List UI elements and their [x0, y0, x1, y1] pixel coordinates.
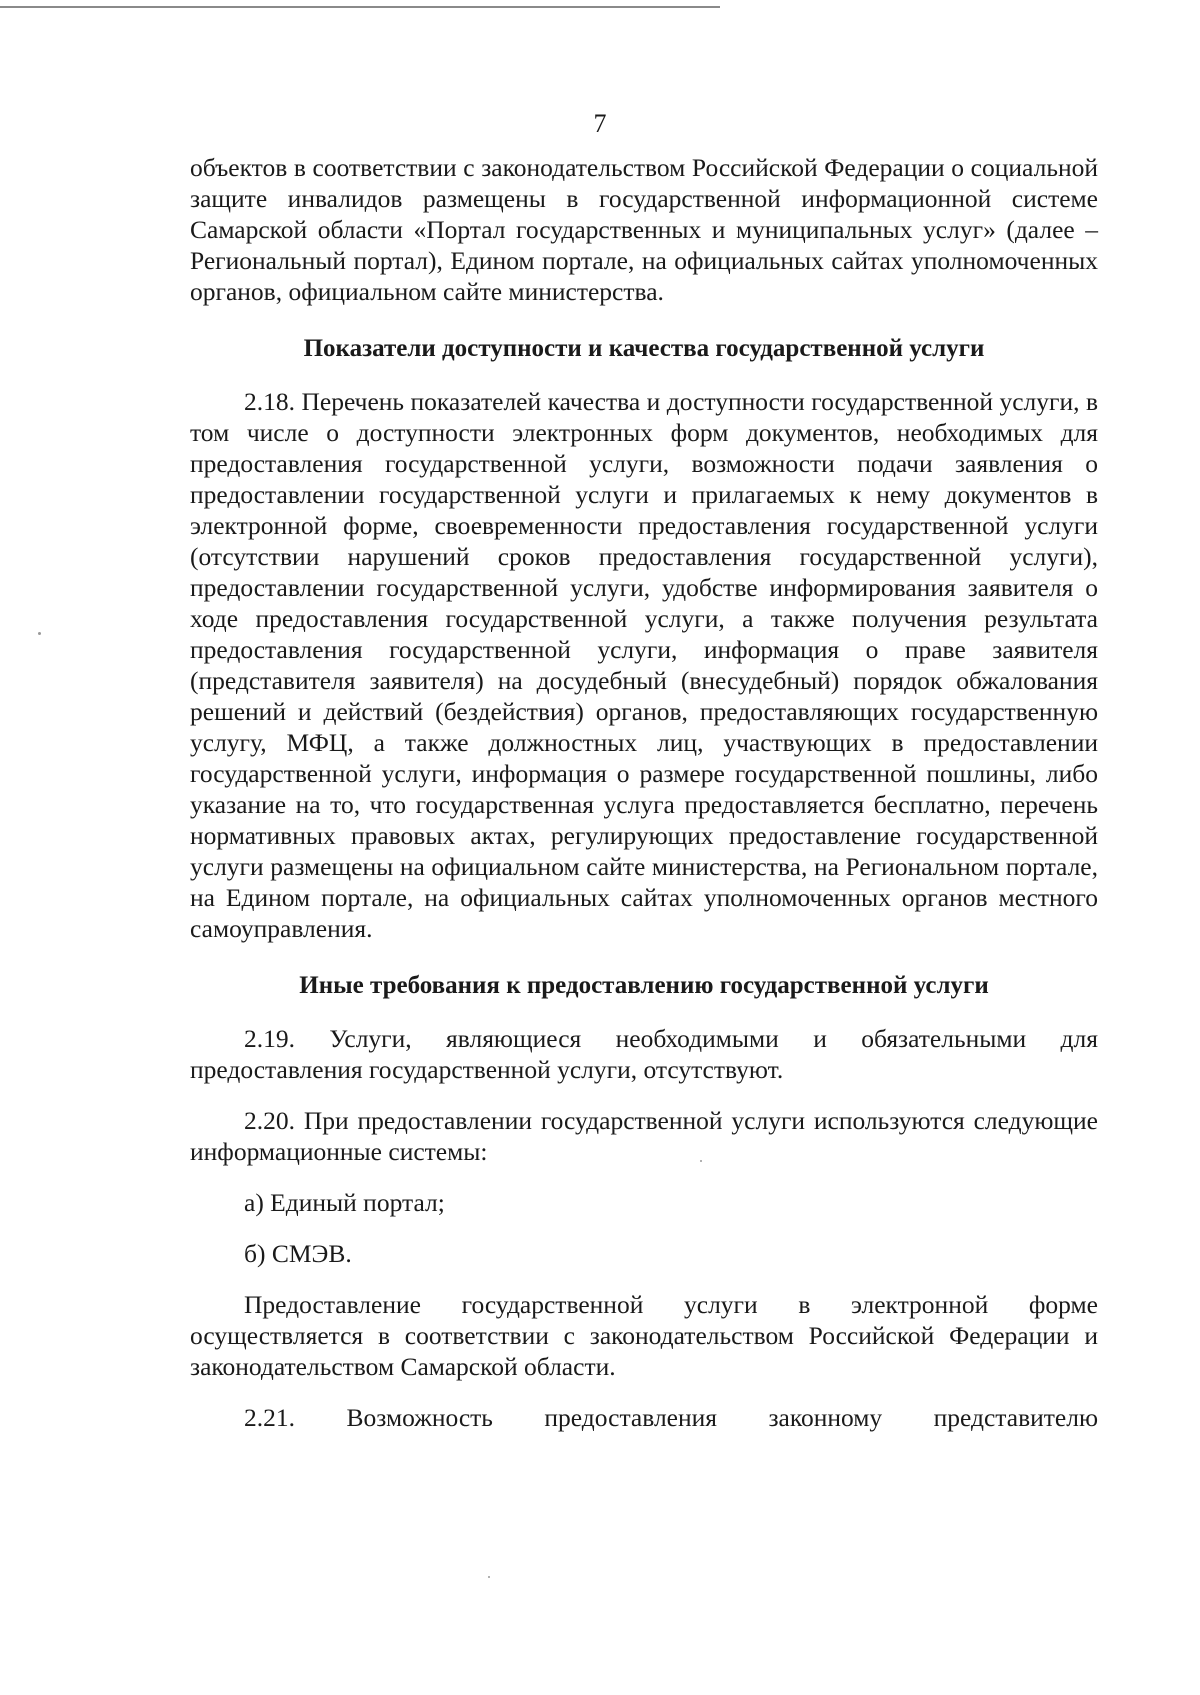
- list-item-a: а) Единый портал;: [244, 1188, 445, 1217]
- scan-speck: [488, 1576, 490, 1578]
- section-heading-availability-quality: Показатели доступности и качества государственной услуги: [303, 335, 985, 362]
- list-item-b: б) СМЭВ.: [244, 1239, 352, 1268]
- section-heading-other-requirements: Иные требования к предоставлению государственной услуги: [299, 972, 989, 999]
- paragraph-2-20: 2.20. При предоставлении государственной услуги используются следующие информационные системы:: [190, 1106, 1098, 1166]
- document-body: [190, 152, 1098, 1433]
- intro-paragraph: объектов в соответствии с законодательством Российской Федерации о социальной защите инвалидов размещены в государственной информационной системе Самарской области «Портал государственных и муниципальных услуг» (далее – Региональный портал), Едином портале, на официальных сайтах уполномоченных органов, официальном сайте министерства.: [190, 153, 1098, 306]
- paragraph-electronic-form: Предоставление государственной услуги в электронной форме осуществляется в соответствии с законодательством Российской Федерации и законодательством Самарской области.: [190, 1290, 1098, 1381]
- scan-speck: [38, 632, 41, 635]
- scan-top-edge-line: [0, 6, 720, 8]
- page-number: 7: [593, 109, 607, 138]
- paragraph-2-18: 2.18. Перечень показателей качества и доступности государственной услуги, в том числе о доступности электронных форм документов, необходимых для предоставления государственной услуги, возможности подачи заявления о предоставлении государственной услуги и прилагаемых к нему документов в электронной форме, своевременности предоставления государственной услуги (отсутствии нарушений сроков предоставления государственной услуги), предоставлении государственной услуги, удобстве информирования заявителя о ходе предоставления государственной услуги, а также получения результата предоставления государственной услуги, информация о праве заявителя (представителя заявителя) на досудебный (внесудебный) порядок обжалования решений и действий (бездействия) органов, предоставляющих государственную услугу, МФЦ, а также должностных лиц, участвующих в предоставлении государственной услуги, информация о размере государственной пошлины, либо указание на то, что государственная услуга предоставляется бесплатно, перечень нормативных правовых актах, регулирующих предоставление государственной услуги размещены на официальном сайте министерства, на Региональном портале, на Едином портале, на официальных сайтах уполномоченных органов местного самоуправления.: [190, 387, 1098, 943]
- paragraph-2-19: 2.19. Услуги, являющиеся необходимыми и обязательными для предоставления государственной услуги, отсутствуют.: [190, 1024, 1098, 1084]
- paragraph-2-21-start: 2.21. Возможность предоставления законному представителю: [244, 1403, 1098, 1432]
